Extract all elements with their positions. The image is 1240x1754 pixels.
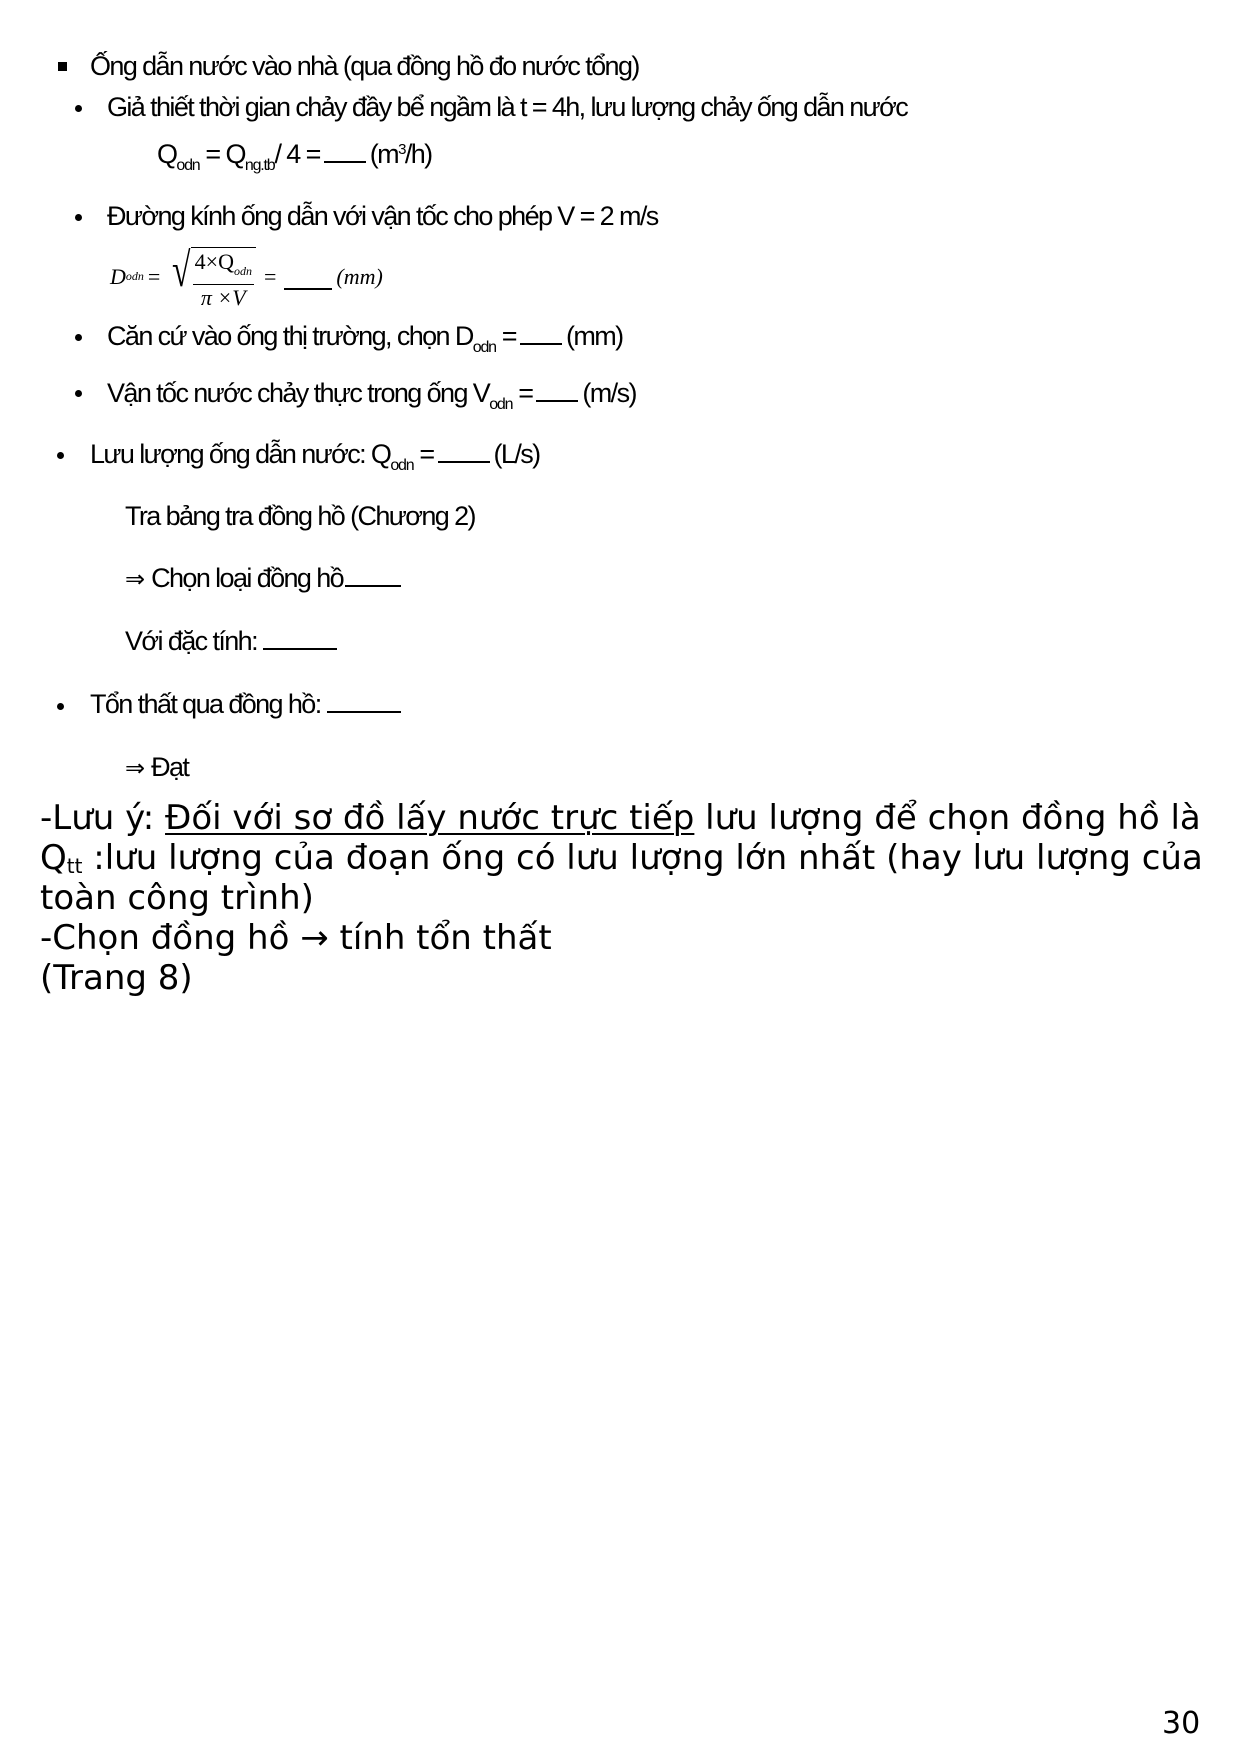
- note-line-1: -Lưu ý: Đối với sơ đồ lấy nước trực tiếp lưu lượng để chọn đồng hồ là: [40, 798, 1201, 838]
- answer-blank[interactable]: [284, 274, 332, 290]
- answer-blank[interactable]: [345, 565, 401, 587]
- implies-arrow-icon: ⇒: [125, 565, 146, 593]
- bullet-icon: [75, 390, 82, 397]
- flow-rate: Lưu lượng ống dẫn nước: $Q_{odn} = (L/s)$: [90, 439, 540, 474]
- q-odn-formula: $Q_{odn} = Q_{ng.tb}/$ $4 = (m^3/h)$: [157, 139, 432, 174]
- actual-velocity: Vận tốc nước chảy thực trong ống $V_{odn} = (m/s)$: [107, 378, 636, 413]
- bullet-icon: [75, 334, 82, 341]
- answer-blank[interactable]: [324, 141, 366, 163]
- lookup-table-text: Tra bảng tra đồng hồ (Chương 2): [125, 501, 475, 531]
- note-line-5: (Trang 8): [40, 958, 193, 998]
- note-line-2: $Q_{tt}$ :lưu lượng của đoạn ống có lưu lượng lớn nhất (hay lưu lượng của: [40, 838, 1203, 878]
- bullet-icon: [75, 105, 82, 112]
- page-number: 30: [1162, 1706, 1201, 1741]
- diameter-label: Đường kính ống dẫn với vận tốc cho phép V = 2 m/s: [107, 201, 658, 231]
- meter-characteristics: Với đặc tính:: [125, 628, 341, 655]
- bullet-icon: [75, 214, 82, 221]
- square-bullet-icon: [58, 62, 67, 71]
- answer-blank[interactable]: [327, 691, 401, 713]
- answer-blank[interactable]: [438, 441, 490, 463]
- implies-arrow-icon: ⇒: [125, 754, 146, 782]
- underlined-emphasis: Đối với sơ đồ lấy nước trực tiếp: [165, 798, 695, 838]
- bullet-icon: [57, 452, 64, 459]
- note-line-4: -Chọn đồng hồ → tính tổn thất: [40, 918, 552, 958]
- square-root: √ $\frac{4\times Q_{odn}}{\pi \times V}$: [168, 243, 256, 310]
- radical-icon: √: [172, 244, 191, 297]
- diameter-formula: D odn = √ $\frac{4\times Q_{odn}}{\pi \times V}$ = (mm): [110, 244, 383, 310]
- answer-blank[interactable]: [520, 323, 562, 345]
- meter-head-loss: Tổn thất qua đồng hồ:: [90, 691, 405, 718]
- section-heading: Ống dẫn nước vào nhà (qua đồng hồ đo nước tổng): [90, 51, 639, 81]
- choose-diameter: Căn cứ vào ống thị trường, chọn $D_{odn} = (mm)$: [107, 321, 623, 356]
- answer-blank[interactable]: [536, 380, 578, 402]
- choose-meter: ⇒ Chọn loại đồng hồ: [125, 565, 405, 592]
- assumption-text: Giả thiết thời gian chảy đầy bể ngầm là t = 4h, lưu lượng chảy ống dẫn nước: [107, 92, 908, 122]
- bullet-icon: [57, 703, 64, 710]
- note-line-3: toàn công trình): [40, 878, 314, 918]
- pass-result: ⇒ Đạt: [125, 752, 189, 782]
- answer-blank[interactable]: [263, 628, 337, 650]
